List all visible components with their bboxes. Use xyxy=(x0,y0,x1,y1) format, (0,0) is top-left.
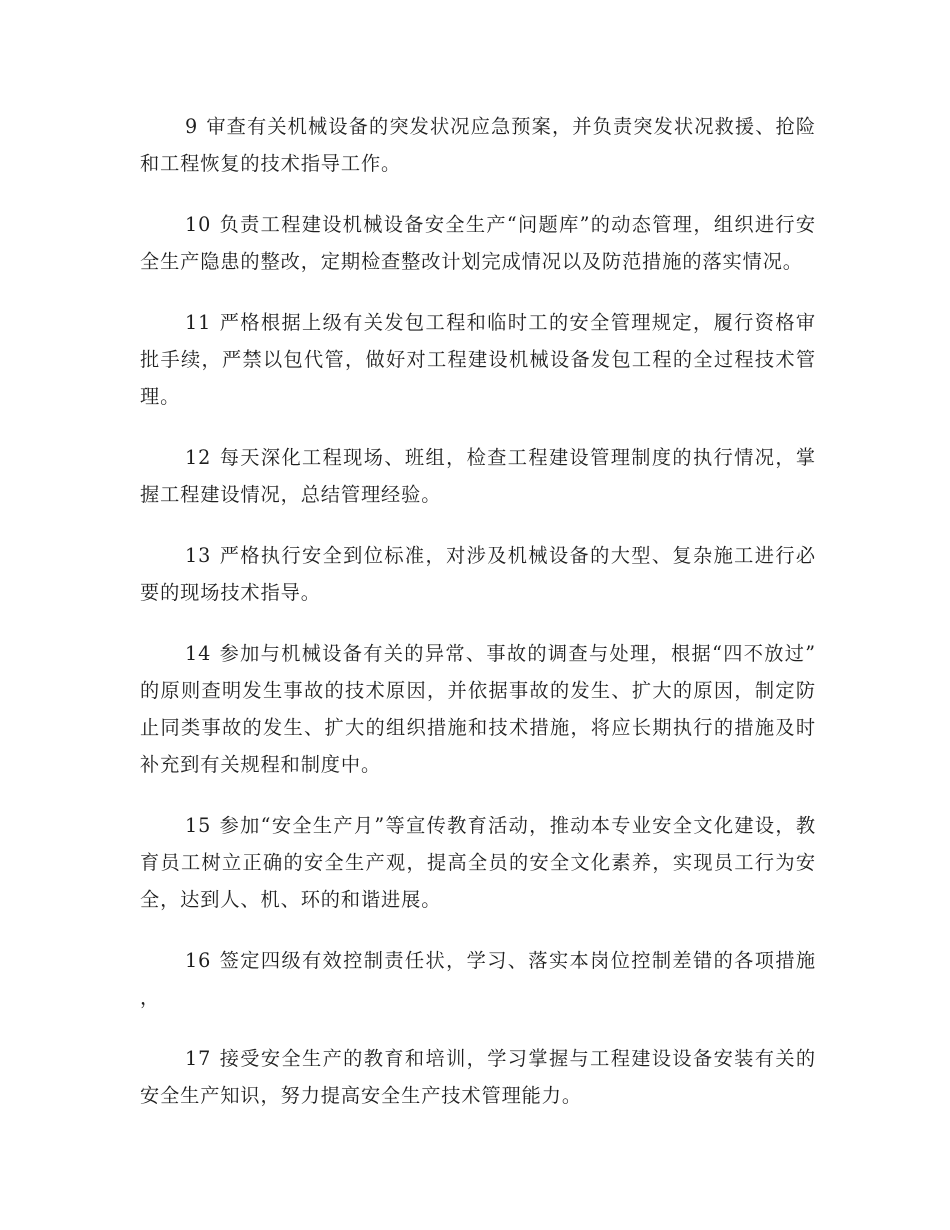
paragraph-number: 14 xyxy=(185,642,212,665)
paragraph-number: 10 xyxy=(185,213,212,236)
paragraph-10 xyxy=(140,206,816,280)
paragraph-15 xyxy=(140,807,816,918)
paragraph-number: 9 xyxy=(185,115,199,138)
paragraph-text: 参加与机械设备有关的异常、事故的调查与处理，根据“四不放过”的原则查明发生事故的技术原因，并依据事故的发生、扩大的原因，制定防止同类事故的发生、扩大的组织措施和技术措施，将应长期执行的措施及时补充到有关规程和制度中。 xyxy=(140,642,816,776)
paragraph-number: 15 xyxy=(185,814,212,837)
paragraph-text: 严格根据上级有关发包工程和临时工的安全管理规定，履行资格审批手续，严禁以包代管，做好对工程建设机械设备发包工程的全过程技术管理。 xyxy=(140,311,816,408)
paragraph-text: 审查有关机械设备的突发状况应急预案，并负责突发状况救援、抢险和工程恢复的技术指导工作。 xyxy=(140,115,816,175)
paragraph-text: 每天深化工程现场、班组，检查工程建设管理制度的执行情况，掌握工程建设情况，总结管理经验。 xyxy=(140,446,816,506)
paragraph-text: 参加“安全生产月”等宣传教育活动，推动本专业安全文化建设，教育员工树立正确的安全生产观，提高全员的安全文化素养，实现员工行为安全，达到人、机、环的和谐进展。 xyxy=(140,814,816,911)
paragraph-text: 接受安全生产的教育和培训，学习掌握与工程建设设备安装有关的安全生产知识，努力提高安全生产技术管理能力。 xyxy=(140,1047,816,1107)
paragraph-number: 12 xyxy=(185,446,212,469)
paragraph-number: 13 xyxy=(185,544,212,567)
paragraph-11 xyxy=(140,304,816,415)
paragraph-number: 16 xyxy=(185,949,212,972)
paragraph-13 xyxy=(140,537,816,611)
paragraph-16 xyxy=(140,942,816,1016)
document-body xyxy=(140,108,816,1138)
paragraph-text: 签定四级有效控制责任状，学习、落实本岗位控制差错的各项措施， xyxy=(140,949,816,1009)
paragraph-14 xyxy=(140,635,816,783)
paragraph-number: 17 xyxy=(185,1047,212,1070)
paragraph-number: 11 xyxy=(185,311,212,334)
paragraph-12 xyxy=(140,439,816,513)
paragraph-9 xyxy=(140,108,816,182)
paragraph-text: 负责工程建设机械设备安全生产“问题库”的动态管理，组织进行安全生产隐患的整改，定期检查整改计划完成情况以及防范措施的落实情况。 xyxy=(140,213,816,273)
paragraph-text: 严格执行安全到位标准，对涉及机械设备的大型、复杂施工进行必要的现场技术指导。 xyxy=(140,544,816,604)
paragraph-17 xyxy=(140,1040,816,1114)
